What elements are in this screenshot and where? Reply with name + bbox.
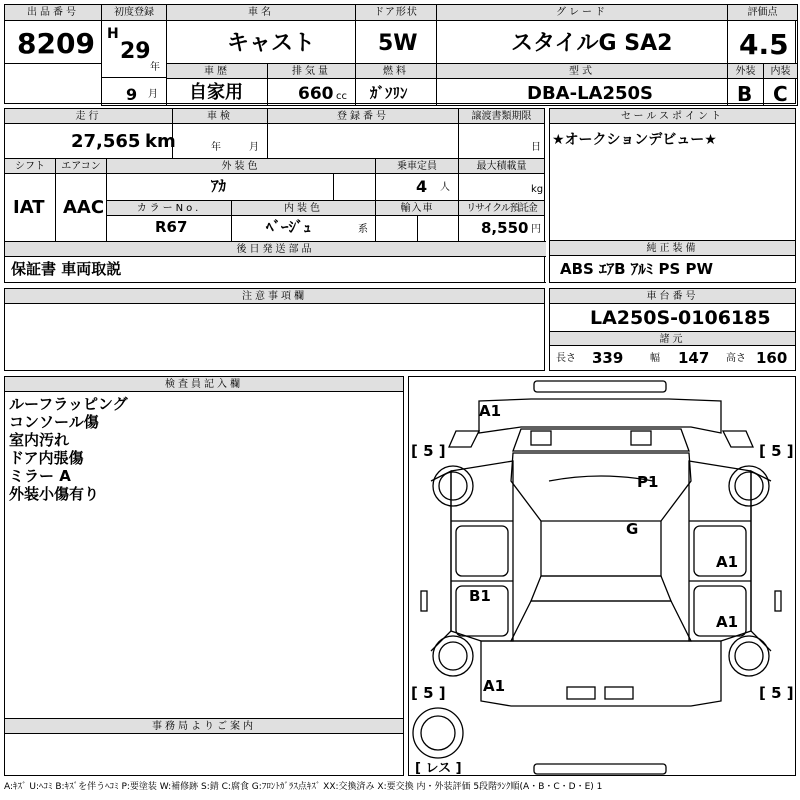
car-name-label: 車名 [167,5,355,21]
recycle-fee: 8,550 [481,219,529,237]
ac: AAC [63,197,105,218]
chassis-box [549,288,796,371]
model-label: 型式 [437,64,727,79]
max-load-unit: kg [531,184,544,195]
shift: IAT [13,197,45,218]
fuel: ｶﾞｿﾘﾝ [370,84,408,102]
interior-color-unit: 系 [358,224,368,235]
model-cell [436,63,728,106]
displacement: 660 [298,84,334,104]
registration-number-cell [267,108,459,159]
door-cell [355,4,437,64]
notes-box [4,288,545,371]
reg-year-unit: 年 [150,62,160,73]
color-cell [106,158,376,201]
chassis-label: 車台番号 [550,289,795,304]
inspection-month-unit: 月 [249,142,259,153]
mark-a1-front: A1 [479,402,502,420]
transfer-deadline-label: 譲渡書類期限 [459,109,544,124]
history-cell [166,63,268,106]
mileage-unit: km [145,131,176,152]
equipment: ABS ｴｱB ｱﾙﾐ PS PW [560,260,714,278]
mark-p1: P1 [637,473,659,491]
max-load-label: 最大積載量 [459,159,544,174]
inspection-year-unit: 年 [211,142,221,153]
history: 自家用 [189,82,243,103]
import-label: 輸入車 [376,201,458,216]
reg-year: 29 [120,39,151,64]
grade-label: グレード [437,5,727,21]
left-side-shape [451,461,513,641]
inspector-box [4,376,404,719]
legend-text: A:ｷｽﾞ U:ﾍｺﾐ B:ｷｽﾞを伴うﾍｺﾐ P:要塗装 W:補修跡 S:錆 C:腐食 G:ﾌﾛﾝﾄｶﾞﾗｽ点ｷｽﾞ XX:交換済み X:要交換 内・外装評価 5段階ﾗﾝｸ順(A・B・C・D・E) 1 [4,782,603,792]
transfer-day-unit: 日 [531,142,541,153]
height-label: 高さ [726,353,746,364]
inspection-cell [172,108,268,159]
shift-label: シフト [5,159,55,174]
rear-bumper-shape [534,764,666,774]
windshield-shape [513,429,689,451]
sales-point: ★オークションデビュー★ [552,132,717,148]
tire-rl-grade: [ 5 ] [411,684,446,702]
fuel-cell [355,63,437,106]
inspector-note: 外装小傷有り [9,485,100,503]
color-number-cell [106,200,232,242]
header-table [4,4,796,104]
interior-color-label: 内装色 [232,201,375,216]
score-label: 評価点 [728,5,797,21]
rear-hatch-shape [481,641,721,706]
seats: 4 [416,177,428,196]
era: H [107,26,119,42]
inspector-note: 室内汚れ [9,431,70,449]
equipment-box [549,240,796,283]
width-label: 幅 [650,353,660,364]
history-label: 車歴 [167,64,267,79]
mileage: 27,565 [71,131,141,152]
equipment-label: 純正装備 [550,241,795,256]
mark-a1-right-front: A1 [716,553,739,571]
roof-shape [511,453,691,521]
tire-rr-grade: [ 5 ] [759,684,794,702]
height: 160 [756,349,788,367]
reg-month: 9 [126,85,138,104]
score-cell [727,4,798,64]
hood-shape [479,399,721,433]
door-label: ドア形状 [356,5,436,21]
recycle-unit: 円 [531,224,541,235]
displacement-label: 排気量 [268,64,355,79]
ac-cell [55,158,107,242]
exterior-grade-label: 外装 [728,64,763,79]
seats-label: 乗車定員 [376,159,458,174]
reg-month-unit: 月 [148,89,158,100]
first-registration-label: 初度登録 [102,5,166,21]
office-box [4,718,404,776]
interior-grade-label: 内装 [764,64,797,79]
stock-number: 8209 [17,27,95,60]
vehicle-details-table [4,108,545,283]
transfer-deadline-cell [458,108,545,159]
inspector-note: ドア内張傷 [9,449,84,467]
door-type: 5W [378,31,418,56]
registration-number-label: 登録番号 [268,109,458,124]
car-diagram-box [408,376,796,776]
mileage-label: 走行 [5,109,172,124]
tire-fr-grade: [ 5 ] [759,442,794,460]
stock-number-label: 出品番号 [5,5,101,21]
legend [4,783,602,792]
score: 4.5 [739,28,789,61]
color-label: 外装色 [107,159,375,174]
import-cell [375,200,459,242]
mileage-cell [4,108,176,159]
width: 147 [678,349,710,367]
stock-number-cell [4,4,102,64]
inspector-note: ルーフラッピング [9,395,128,413]
seats-cell [375,158,459,201]
car-diagram [409,377,795,775]
fuel-label: 燃料 [356,64,436,79]
recycle-label: リサイクル預託金 [459,201,544,216]
interior-color-cell [231,200,376,242]
inspector-note: コンソール傷 [9,413,99,431]
inspection-label: 車検 [173,109,267,124]
color-number-label: カラーNo. [107,201,231,216]
color-number: R67 [155,218,188,236]
displacement-unit: cc [336,91,347,102]
tire-fl-grade: [ 5 ] [411,442,446,460]
max-load-cell [458,158,545,201]
mark-g: G [626,520,639,538]
ac-label: エアコン [56,159,106,174]
sales-point-box [549,108,796,241]
interior-grade-cell [763,63,798,106]
inspector-label: 検査員記入欄 [5,377,403,392]
mark-b1: B1 [469,587,491,605]
later-parts-cell [4,241,546,283]
recycle-cell [458,200,545,242]
chassis-number: LA250S-0106185 [590,307,771,329]
inspector-notes [9,395,128,503]
length-label: 長さ [556,353,576,364]
sales-point-label: セールスポイント [550,109,795,124]
dimensions-label: 諸元 [550,331,795,346]
car-name: キャスト [227,31,316,56]
interior-grade: C [773,82,788,106]
mark-a1-right-rear: A1 [716,613,739,631]
office-label: 事務局よりご案内 [5,719,403,734]
length: 339 [592,349,624,367]
notes-label: 注意事項欄 [5,289,544,304]
later-parts: 保証書 車両取説 [11,260,122,278]
car-name-cell [166,4,356,64]
front-bumper-shape [534,381,666,392]
inspector-note: ミラー A [9,467,71,485]
later-parts-label: 後日発送部品 [5,242,546,257]
interior-color: ﾍﾞｰｼﾞｭ [266,218,312,236]
grade-cell [436,4,728,64]
displacement-cell [267,63,356,106]
first-registration-cell [101,4,167,106]
exterior-grade: B [737,82,753,106]
grade: スタイルG SA2 [511,31,673,56]
mark-a1-rear: A1 [483,677,506,695]
exterior-grade-cell [727,63,764,106]
seats-unit: 人 [440,182,450,193]
shift-cell [4,158,56,242]
color: ｱｶ [211,177,227,195]
spare-tire-status: [ レス ] [415,761,462,775]
model: DBA-LA250S [527,83,653,104]
